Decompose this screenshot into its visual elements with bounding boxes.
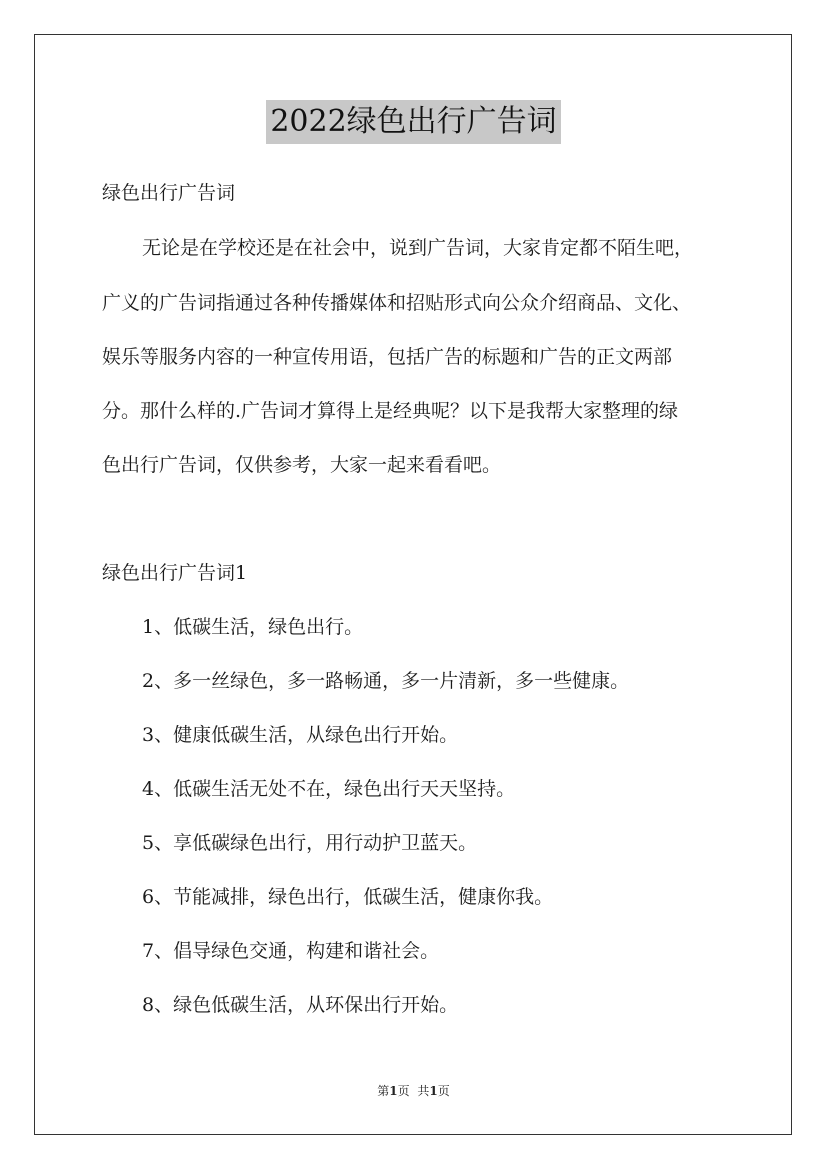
list-item-4: 4、低碳生活无处不在，绿色出行天天坚持。 xyxy=(142,778,516,800)
section-heading: 绿色出行广告词1 xyxy=(102,562,248,584)
total-suffix: 页 xyxy=(437,1084,450,1098)
list-item-8: 8、绿色低碳生活，从环保出行开始。 xyxy=(142,994,459,1016)
title-container xyxy=(0,100,827,144)
list-item-5: 5、享低碳绿色出行，用行动护卫蓝天。 xyxy=(142,832,478,854)
document-title: 2022绿色出行广告词 xyxy=(266,100,560,144)
list-item-2: 2、多一丝绿色，多一路畅通，多一片清新，多一些健康。 xyxy=(142,670,630,692)
page-suffix: 页 xyxy=(397,1084,410,1098)
page-prefix: 第 xyxy=(377,1084,390,1098)
total-number: 1 xyxy=(429,1084,438,1098)
intro-line-3: 娱乐等服务内容的一种宣传用语，包括广告的标题和广告的正文两部 xyxy=(102,346,673,368)
intro-line-2: 广义的广告词指通过各种传播媒体和招贴形式向公众介绍商品、文化、 xyxy=(102,292,692,314)
page-number: 1 xyxy=(389,1084,398,1098)
list-item-6: 6、节能减排，绿色出行，低碳生活，健康你我。 xyxy=(142,886,554,908)
intro-line-5: 色出行广告词，仅供参考，大家一起来看看吧。 xyxy=(102,454,502,476)
total-prefix: 共 xyxy=(417,1084,430,1098)
document-subtitle: 绿色出行广告词 xyxy=(102,182,236,204)
intro-line-1: 无论是在学校还是在社会中，说到广告词，大家肯定都不陌生吧， xyxy=(142,237,694,259)
list-item-1: 1、低碳生活，绿色出行。 xyxy=(142,616,364,638)
intro-line-4: 分。那什么样的.广告词才算得上是经典呢？以下是我帮大家整理的绿 xyxy=(102,400,679,422)
page-footer xyxy=(0,1082,827,1100)
list-item-7: 7、倡导绿色交通，构建和谐社会。 xyxy=(142,940,440,962)
list-item-3: 3、健康低碳生活，从绿色出行开始。 xyxy=(142,724,459,746)
